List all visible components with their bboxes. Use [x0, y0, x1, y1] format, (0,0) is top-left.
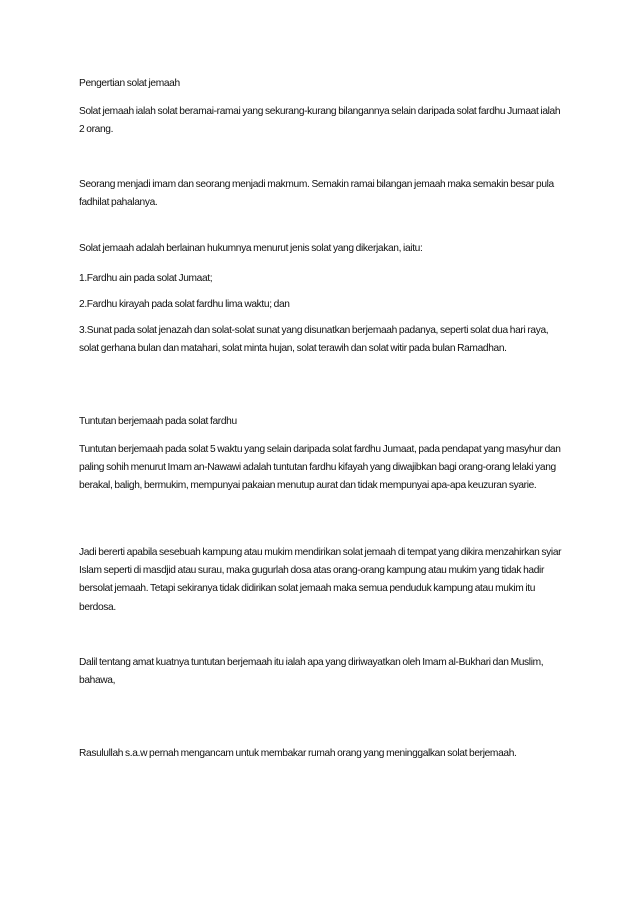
heading-tuntutan: Tuntutan berjemaah pada solat fardhu	[79, 416, 237, 427]
paragraph-pengertian: Solat jemaah ialah solat beramai-ramai yang sekurang-kurang bilangannya selain daripada solat fardhu Jumaat ialah 2 orang.	[79, 106, 561, 136]
paragraph-rasulullah: Rasulullah s.a.w pernah mengancam untuk membakar rumah orang yang meninggalkan solat berjemaah.	[79, 748, 517, 759]
heading-pengertian: Pengertian solat jemaah	[79, 78, 180, 89]
list-item-2: 2.Fardhu kirayah pada solat fardhu lima waktu; dan	[79, 299, 290, 310]
paragraph-imam-makmum: Seorang menjadi imam dan seorang menjadi makmum. Semakin ramai bilangan jemaah maka semakin besar pula fadhilat pahalanya.	[79, 179, 554, 209]
paragraph-bererti: Jadi bererti apabila sesebuah kampung atau mukim mendirikan solat jemaah di tempat yang dikira menzahirkan syiar Islam seperti di masdjid atau surau, maka gugurlah dosa atas orang-orang kampung atau mukim yang tidak hadir bersolat jemaah. Tetapi sekiranya tidak didirikan solat jemaah maka semua penduduk kampung atau mukim itu berdosa.	[79, 547, 562, 613]
list-item-3: 3.Sunat pada solat jenazah dan solat-solat sunat yang disunatkan berjemaah padanya, seperti solat dua hari raya, solat gerhana bulan dan matahari, solat minta hujan, solat terawih dan solat witir pada bulan Ramadhan.	[79, 325, 549, 355]
paragraph-tuntutan: Tuntutan berjemaah pada solat 5 waktu yang selain daripada solat fardhu Jumaat, pada pendapat yang masyhur dan paling sohih menurut Imam an-Nawawi adalah tuntutan fardhu kifayah yang diwajibkan bagi orang-orang lelaki yang berakal, baligh, bermukim, mempunyai pakaian menutup aurat dan tidak mempunyai apa-apa keuzuran syarie.	[79, 444, 561, 492]
list-item-1: 1.Fardhu ain pada solat Jumaat;	[79, 273, 213, 284]
paragraph-dalil: Dalil tentang amat kuatnya tuntutan berjemaah itu ialah apa yang diriwayatkan oleh Imam al-Bukhari dan Muslim, bahawa,	[79, 657, 544, 687]
paragraph-hukum-intro: Solat jemaah adalah berlainan hukumnya menurut jenis solat yang dikerjakan, iaitu:	[79, 243, 423, 254]
